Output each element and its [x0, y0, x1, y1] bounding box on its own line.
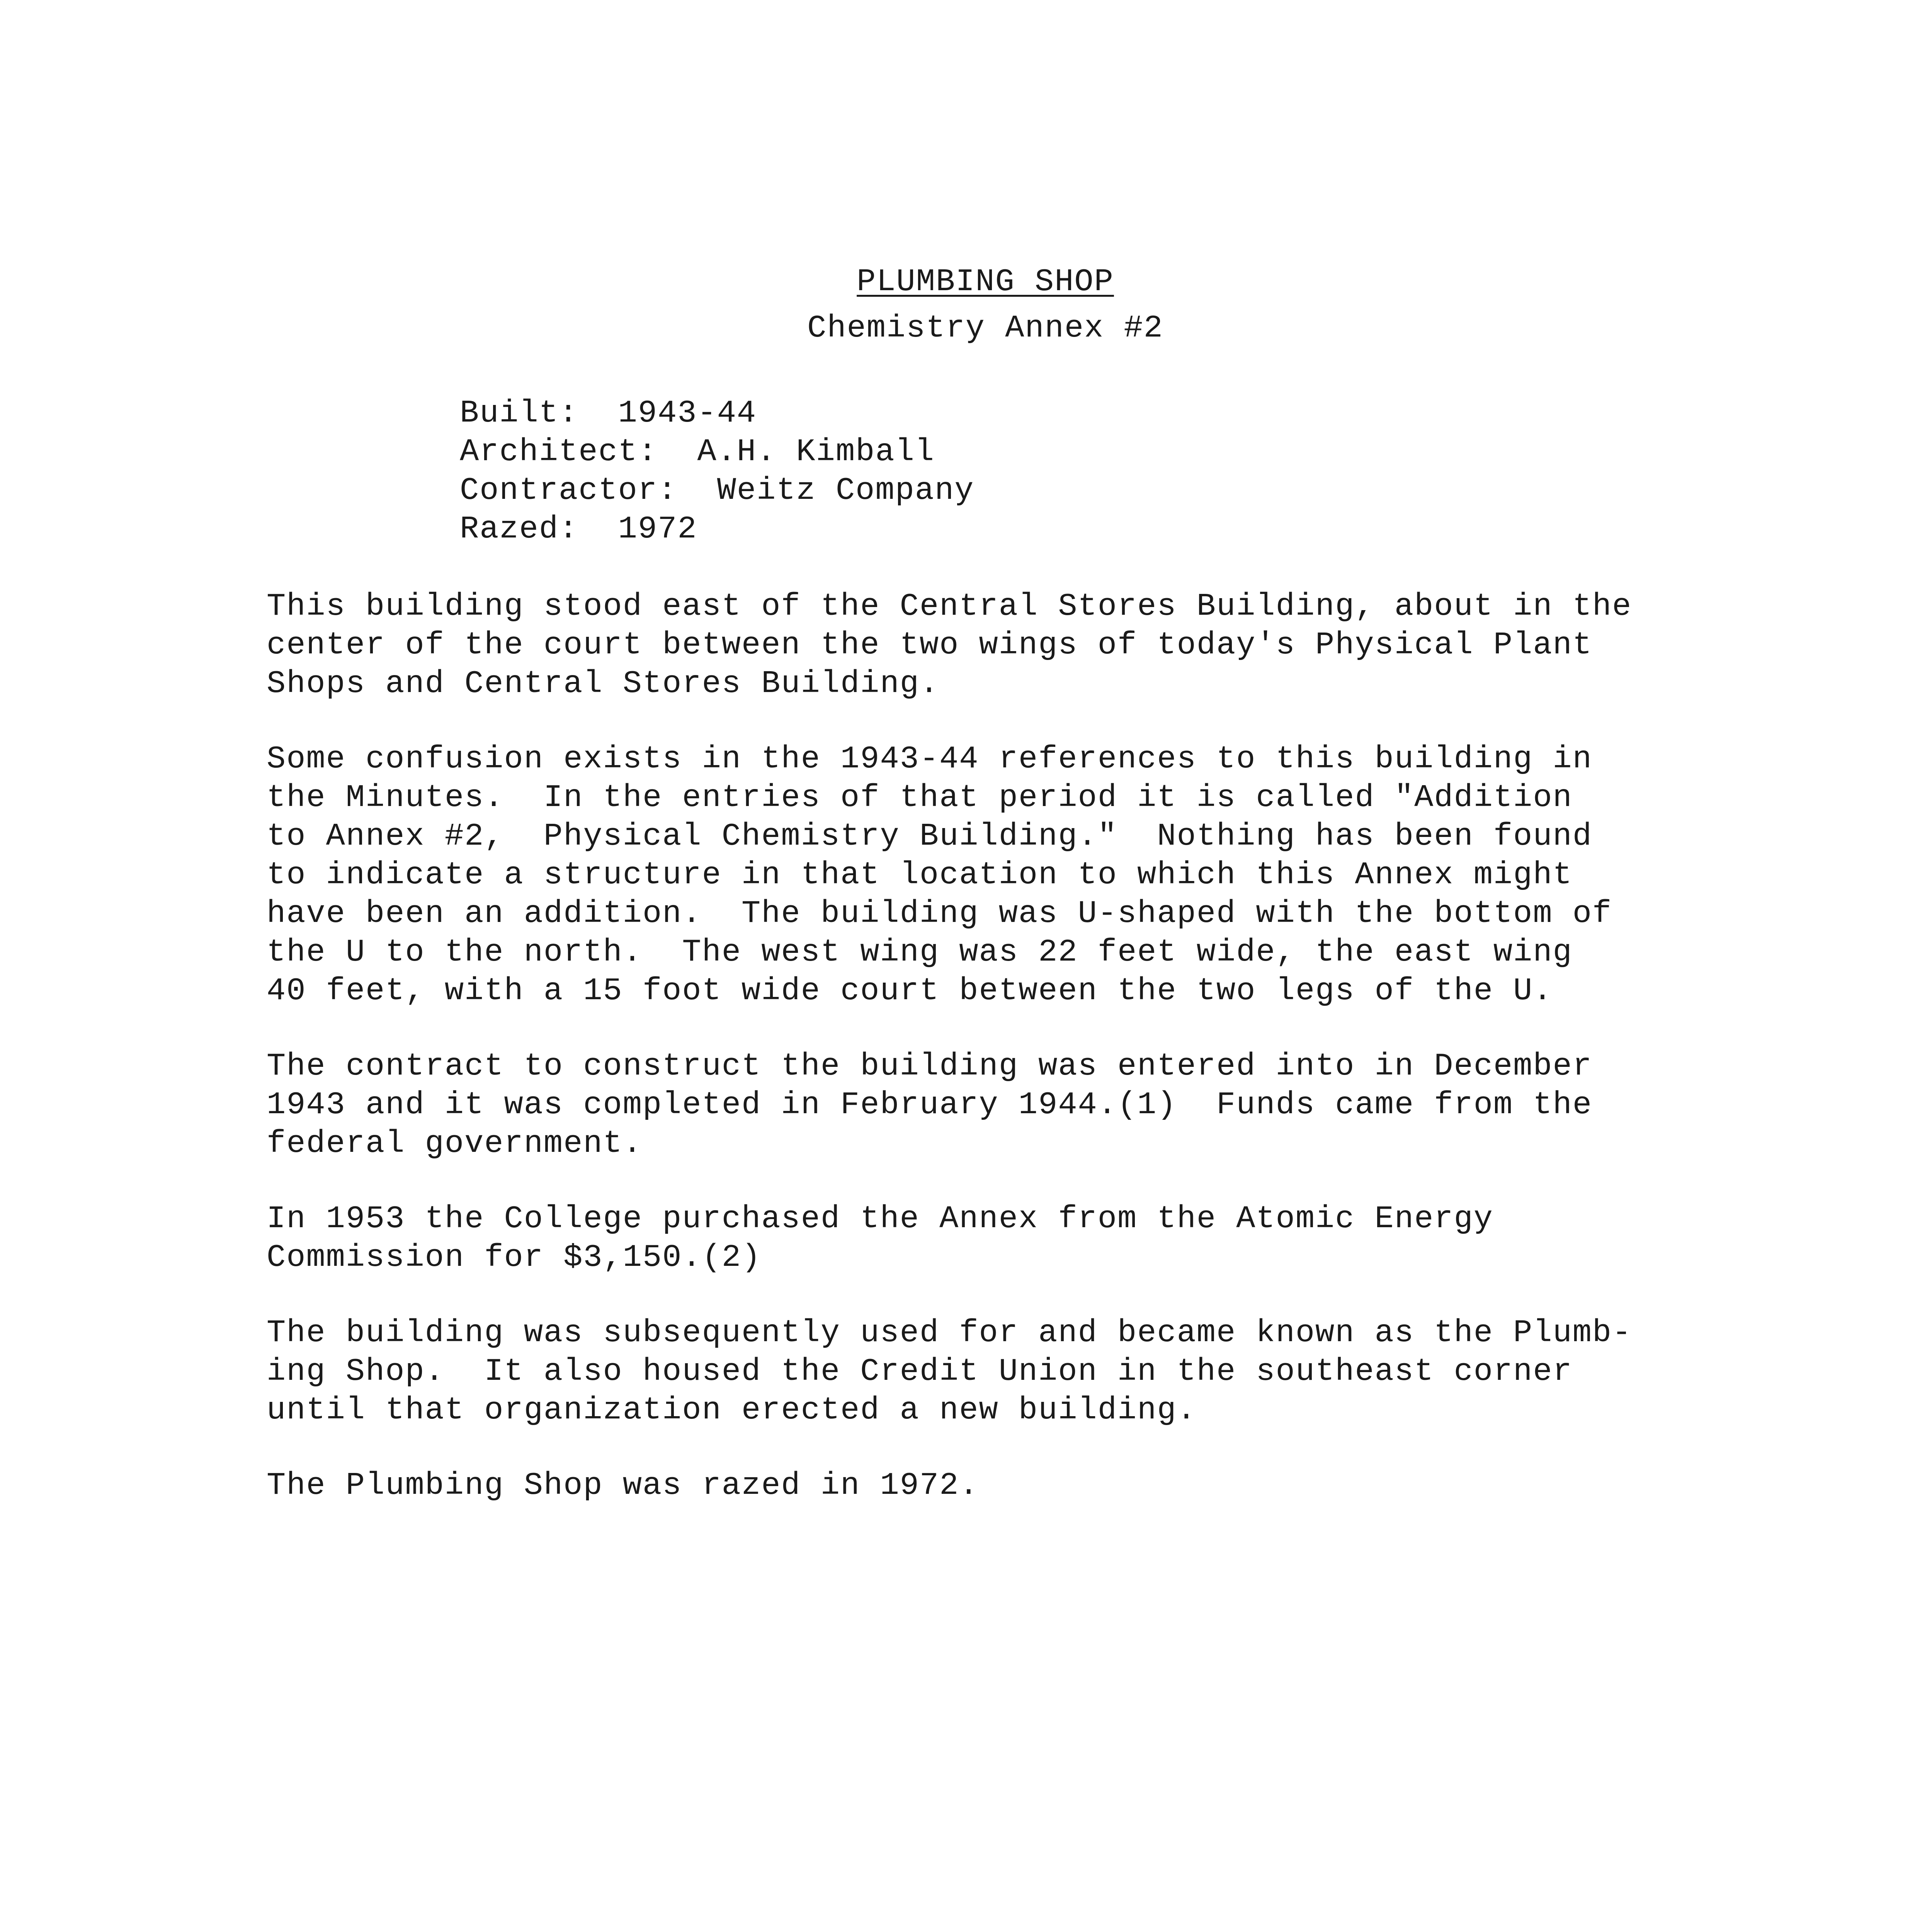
- paragraph-purchase: [267, 1200, 1611, 1277]
- text-line: the Minutes. In the entries of that period it is called "Addition: [267, 780, 1573, 816]
- text-line: federal government.: [267, 1126, 643, 1162]
- text-line: 1943 and it was completed in February 1944.(1) Funds came from the: [267, 1087, 1592, 1123]
- fact-contractor: [460, 471, 974, 510]
- text-line: have been an addition. The building was U-shaped with the bottom of: [267, 896, 1612, 932]
- text-line: ing Shop. It also housed the Credit Union in the southeast corner: [267, 1354, 1573, 1389]
- text-line: Shops and Central Stores Building.: [267, 666, 940, 702]
- text-line: to indicate a structure in that location to which this Annex might: [267, 857, 1573, 893]
- text-line: 40 feet, with a 15 foot wide court between the two legs of the U.: [267, 973, 1553, 1009]
- paragraph-usage: [267, 1314, 1632, 1430]
- fact-value: 1943-44: [618, 395, 757, 431]
- fact-label: Built:: [460, 395, 579, 431]
- fact-built: [460, 394, 974, 433]
- fact-architect: [460, 433, 974, 471]
- fact-label: Razed:: [460, 511, 579, 547]
- paragraph-contract: [267, 1047, 1611, 1163]
- document-body: [267, 587, 1632, 1542]
- text-line: until that organization erected a new building.: [267, 1392, 1197, 1428]
- fact-label: Architect:: [460, 434, 658, 470]
- fact-label: Contractor:: [460, 473, 678, 509]
- text-line: Some confusion exists in the 1943-44 references to this building in: [267, 741, 1592, 777]
- text-line: center of the court between the two wings of today's Physical Plant: [267, 627, 1592, 663]
- text-line: The Plumbing Shop was razed in 1972.: [267, 1468, 979, 1503]
- text-line: This building stood east of the Central Stores Building, about in the: [267, 588, 1632, 624]
- paragraph-location: [267, 587, 1632, 703]
- text-line: to Annex #2, Physical Chemistry Building." Nothing has been found: [267, 818, 1592, 854]
- fact-value: Weitz Company: [717, 473, 975, 509]
- text-line: In 1953 the College purchased the Annex from the Atomic Energy: [267, 1201, 1493, 1237]
- fact-value: 1972: [618, 511, 697, 547]
- paragraph-razed: [267, 1466, 1611, 1505]
- text-line: The contract to construct the building was entered into in December: [267, 1048, 1592, 1084]
- paragraph-confusion: [267, 740, 1611, 1010]
- page-title: PLUMBING SHOP: [857, 264, 1114, 300]
- fact-razed: [460, 510, 974, 549]
- page-subtitle: Chemistry Annex #2: [807, 310, 1163, 346]
- text-line: The building was subsequently used for and became known as the Plumb-: [267, 1315, 1632, 1351]
- text-line: the U to the north. The west wing was 22 feet wide, the east wing: [267, 934, 1573, 970]
- fact-value: A.H. Kimball: [697, 434, 935, 470]
- building-facts: [460, 394, 974, 549]
- text-line: Commission for $3,150.(2): [267, 1240, 762, 1276]
